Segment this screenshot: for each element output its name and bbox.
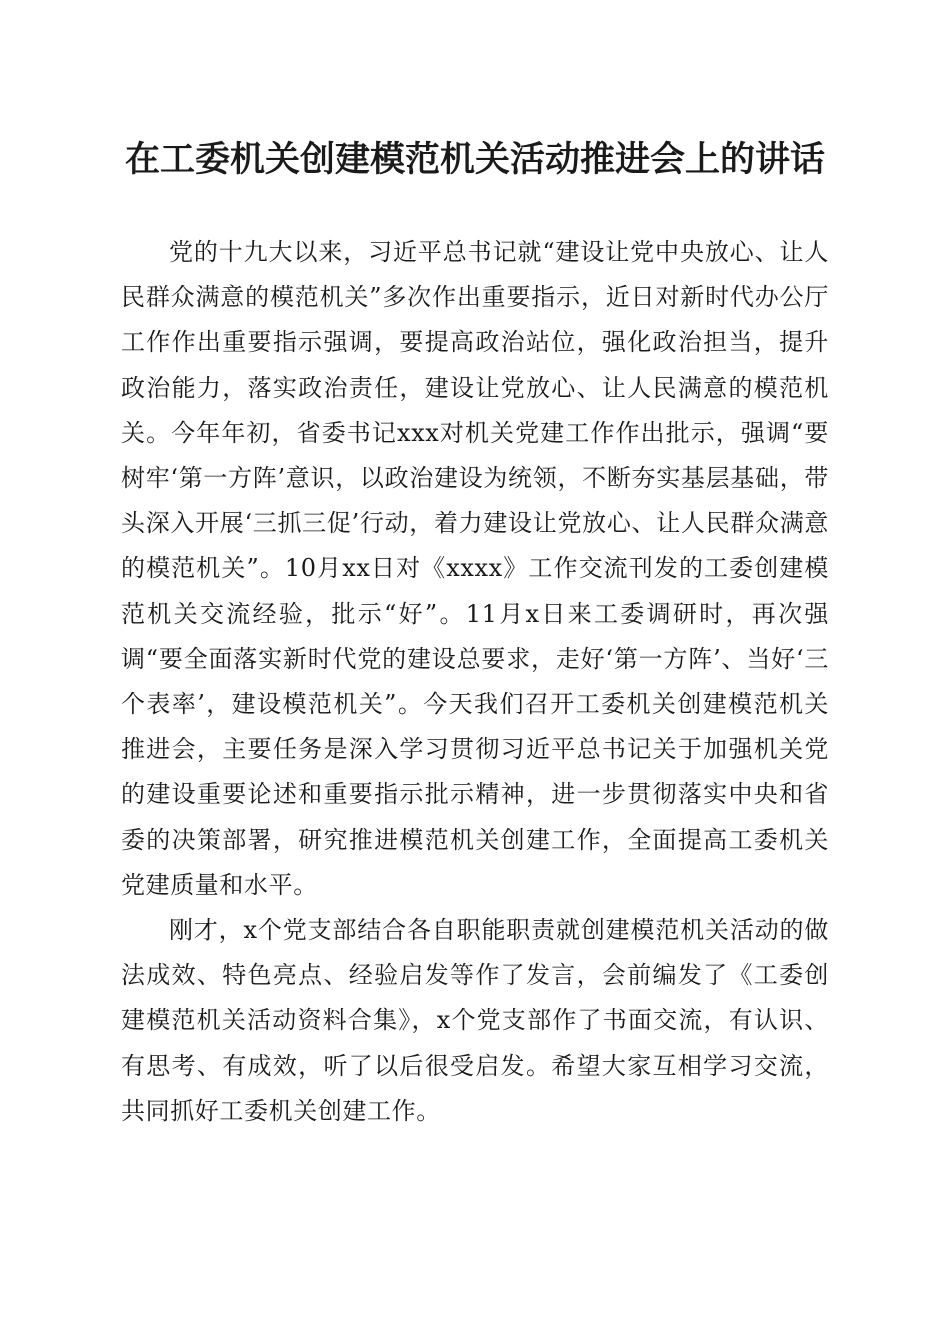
document-title: 在工委机关创建模范机关活动推进会上的讲话 xyxy=(124,139,825,180)
paragraph-2: 刚才，x个党支部结合各自职能职责就创建模范机关活动的做法成效、特色亮点、经验启发等作了发言，会前编发了《工委创建模范机关活动资料合集》，x个党支部作了书面交流，有认识、有思考、有成效，听了以后很受启发。希望大家互相学习交流，共同抓好工委机关创建工作。 xyxy=(121,916,829,1125)
document-body xyxy=(121,230,829,1134)
paragraph-1: 党的十九大以来，习近平总书记就“建设让党中央放心、让人民群众满意的模范机关”多次作出重要指示，近日对新时代办公厅工作作出重要指示强调，要提高政治站位，强化政治担当，提升政治能力，落实政治责任，建设让党放心、让人民满意的模范机关。今年年初，省委书记xxx对机关党建工作作出批示，强调“要树牢‘第一方阵’意识，以政治建设为统领，不断夯实基层基础，带头深入开展‘三抓三促’行动，着力建设让党放心、让人民群众满意的模范机关”。10月xx日对《xxxx》工作交流刊发的工委创建模范机关交流经验，批示“好”。11月x日来工委调研时，再次强调“要全面落实新时代党的建设总要求，走好‘第一方阵’、当好‘三个表率’，建设模范机关”。今天我们召开工委机关创建模范机关推进会，主要任务是深入学习贯彻习近平总书记关于加强机关党的建设重要论述和重要指示批示精神，进一步贯彻落实中央和省委的决策部署，研究推进模范机关创建工作，全面提高工委机关党建质量和水平。 xyxy=(121,238,829,899)
